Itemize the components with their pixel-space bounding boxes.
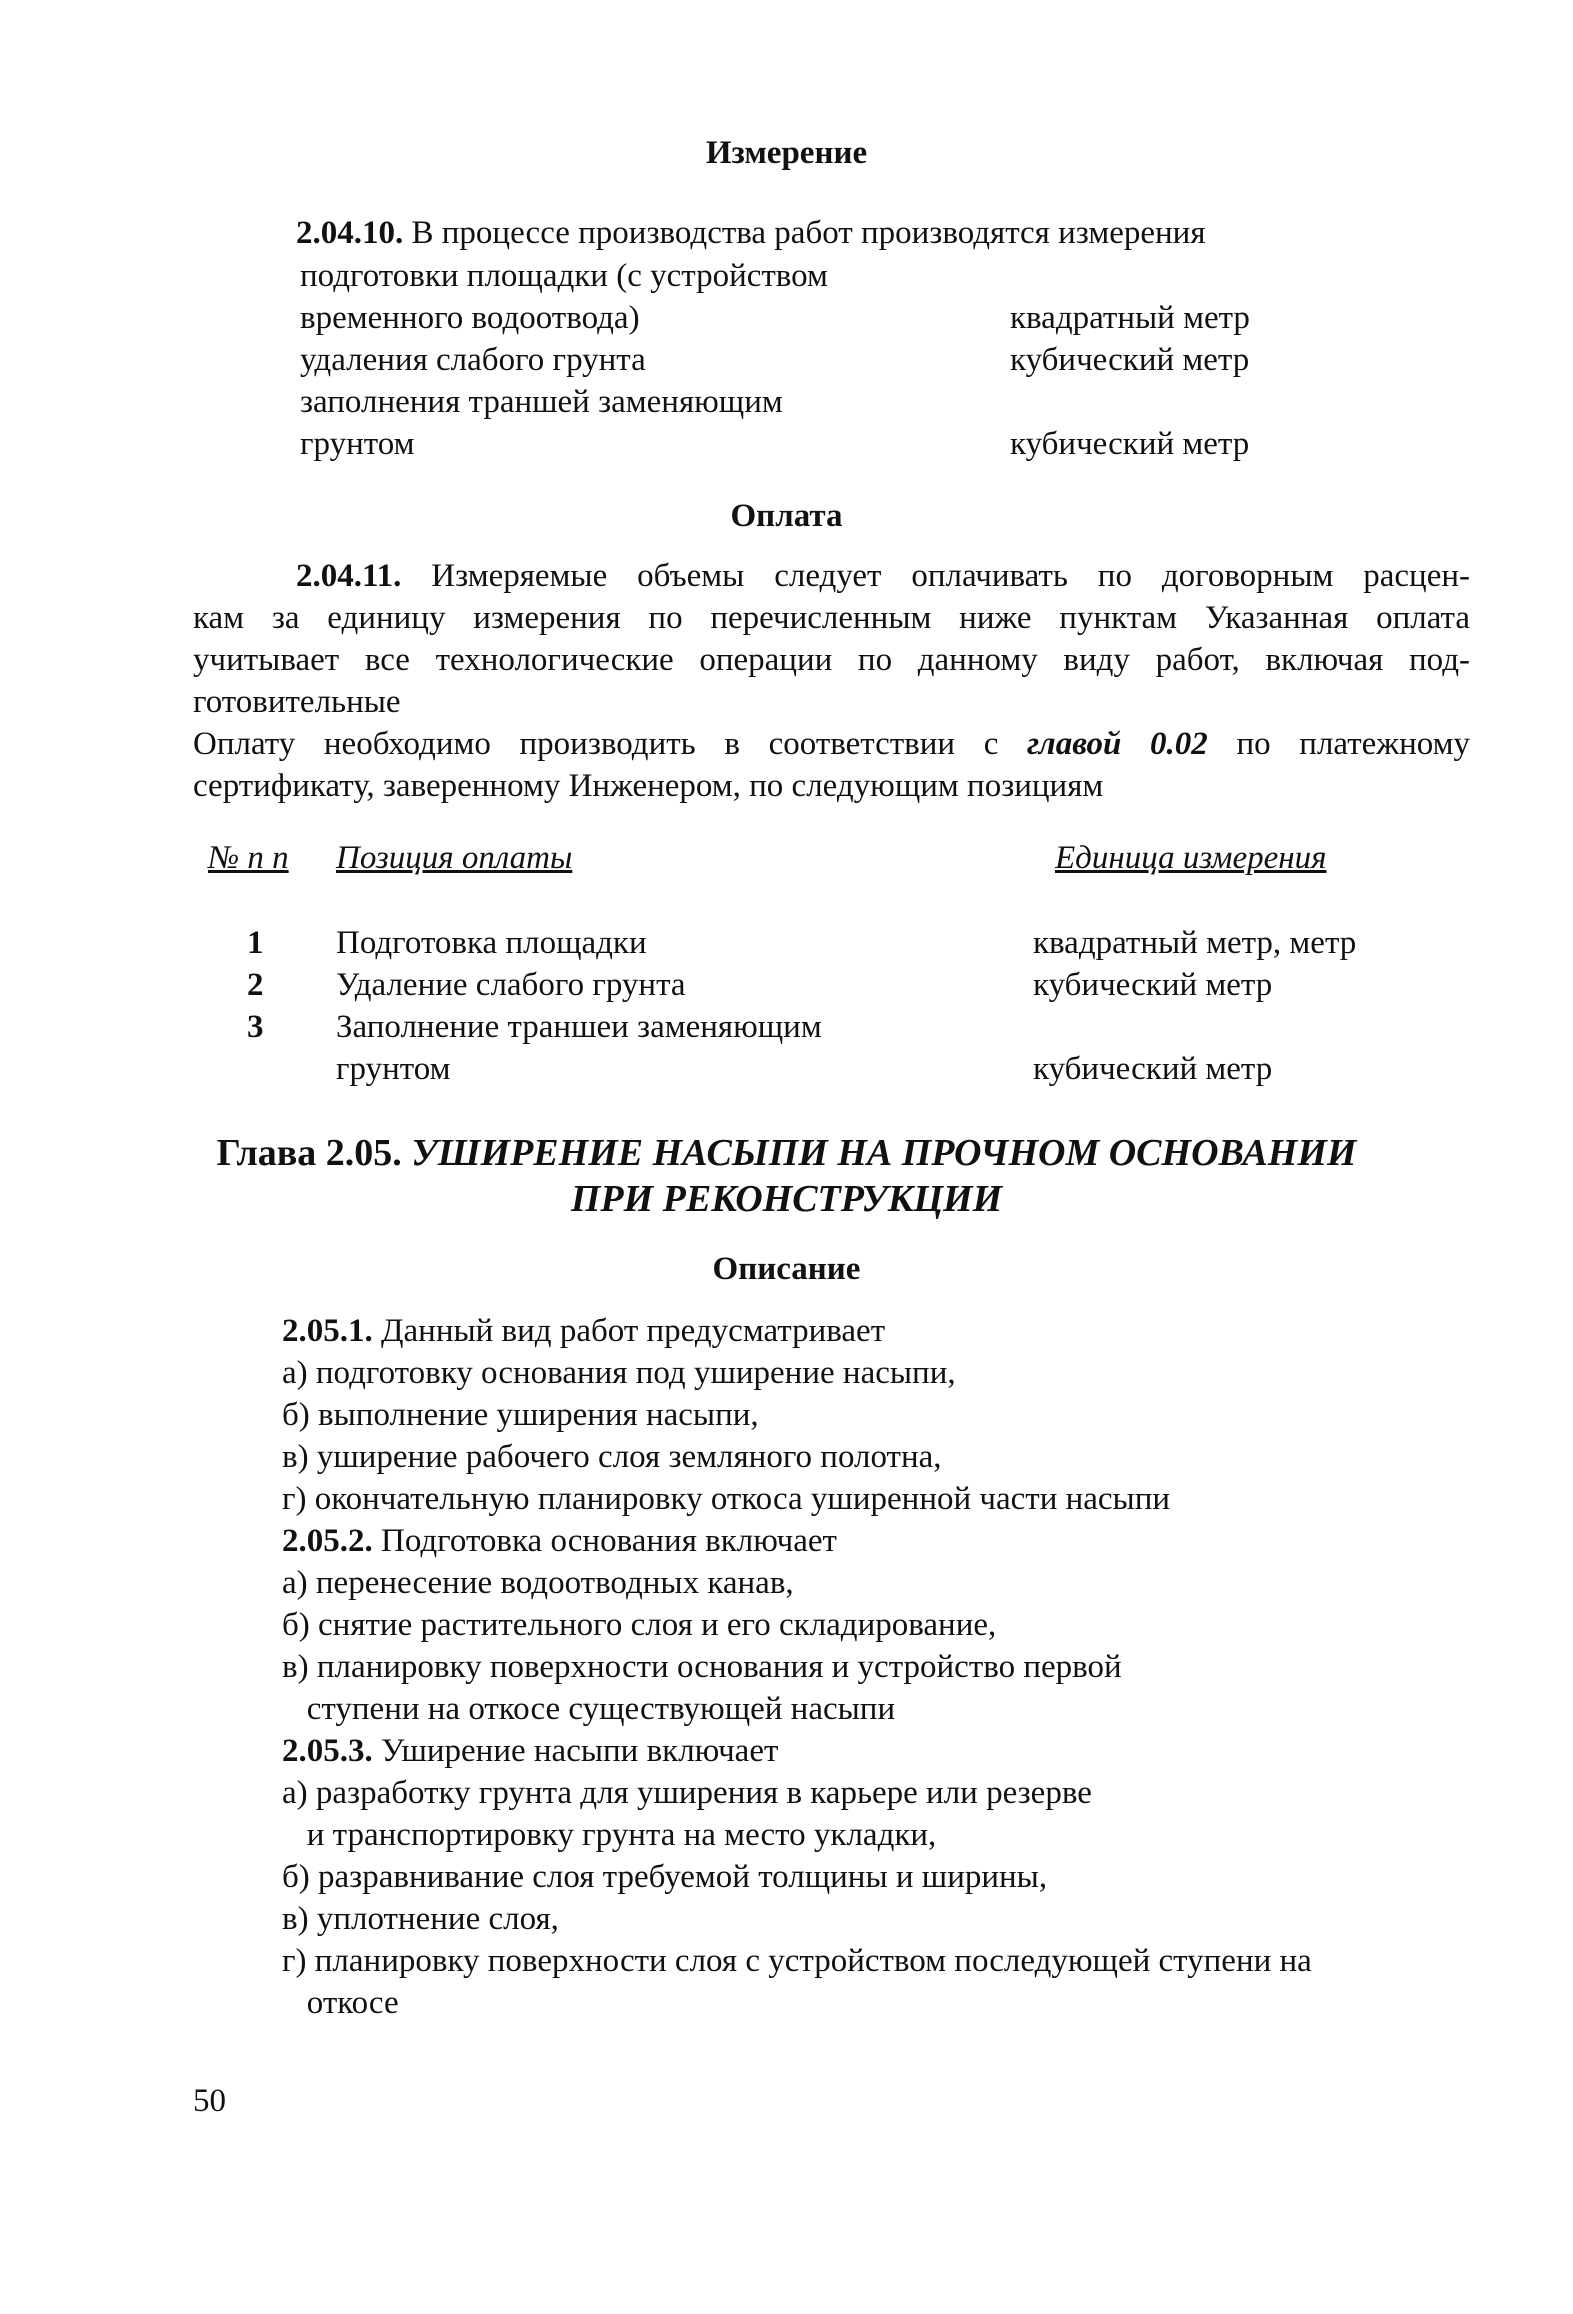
description-line: в) уплотнение слоя,: [282, 1901, 559, 1937]
description-line: в) планировку поверхности основания и устройство первой: [282, 1649, 1122, 1685]
table-cell-number: 1: [247, 925, 264, 961]
chapter-title-line: УШИРЕНИЕ НАСЫПИ НА ПРОЧНОМ ОСНОВАНИИ: [411, 1132, 1357, 1174]
measurement-row-unit: квадратный метр: [1010, 300, 1250, 336]
measurement-row-label: временного водоотвода): [300, 300, 640, 336]
chapter-prefix: Глава 2.05.: [216, 1132, 412, 1174]
payment-line-text: Оплату необходимо производить в соответствии с: [193, 726, 1028, 762]
clause-text: Уширение насыпи включает: [372, 1733, 779, 1769]
payment-line: [296, 555, 1470, 598]
table-cell-position: Заполнение траншеи заменяющим: [336, 1009, 822, 1045]
description-line: [282, 1520, 837, 1563]
table-cell-position: грунтом: [336, 1051, 451, 1087]
clause-number: 2.04.11.: [296, 558, 402, 594]
table-cell-unit: кубический метр: [1033, 967, 1273, 1003]
description-line: и транспортировку грунта на место укладки,: [282, 1817, 937, 1853]
measurement-row-unit: кубический метр: [1010, 342, 1250, 378]
description-line: г) планировку поверхности слоя с устройством последующей ступени на: [282, 1943, 1312, 1979]
payment-line: готовительные: [193, 684, 401, 720]
clause-text: Подготовка основания включает: [372, 1523, 837, 1559]
measurement-row-label: удаления слабого грунта: [300, 342, 646, 378]
table-cell-unit: кубический метр: [1033, 1051, 1273, 1087]
description-line: б) снятие растительного слоя и его складирование,: [282, 1607, 997, 1643]
description-line: [282, 1730, 778, 1773]
description-line: б) выполнение уширения насыпи,: [282, 1397, 759, 1433]
payment-line: сертификату, заверенному Инженером, по следующим позициям: [193, 768, 1104, 804]
measurement-row-label: грунтом: [300, 426, 415, 462]
payment-heading: Оплата: [730, 498, 843, 534]
clause-number: 2.05.3.: [282, 1733, 373, 1769]
table-cell-unit: квадратный метр, метр: [1033, 925, 1357, 961]
measurement-heading: Измерение: [705, 135, 868, 171]
description-line: [282, 1310, 885, 1353]
clause-number: 2.04.10.: [296, 215, 404, 251]
table-cell-number: 2: [247, 967, 264, 1003]
table-header-unit: Единица измерения: [1055, 840, 1327, 876]
description-line: ступени на откосе существующей насыпи: [282, 1691, 896, 1727]
clause-text: Данный вид работ предусматривает: [372, 1313, 886, 1349]
description-line: а) подготовку основания под уширение насыпи,: [282, 1355, 956, 1391]
table-cell-position: Удаление слабого грунта: [336, 967, 686, 1003]
chapter-title-second-line: [0, 1176, 1573, 1222]
table-header-number: № п п: [208, 840, 289, 876]
payment-line: [193, 723, 1470, 766]
chapter-title: [0, 1130, 1573, 1176]
chapter-reference: главой 0.02: [1027, 726, 1208, 762]
description-heading: Описание: [712, 1251, 861, 1287]
clause-text: В процессе производства работ производятся измерения: [403, 215, 1206, 251]
table-cell-position: Подготовка площадки: [336, 925, 647, 961]
payment-line-text: по платежному: [1207, 726, 1470, 762]
clause-number: 2.05.1.: [282, 1313, 373, 1349]
measurement-row-label: заполнения траншей заменяющим: [300, 384, 783, 420]
payment-line: учитывает все технологические операции по данному виду работ, включая под-: [193, 642, 1470, 678]
payment-line: кам за единицу измерения по перечисленным ниже пунктам Указанная оплата: [193, 600, 1470, 636]
description-line: г) окончательную планировку откоса уширенной части насыпи: [282, 1481, 1171, 1517]
measurement-row-label: подготовки площадки (с устройством: [300, 258, 828, 294]
chapter-title-line: ПРИ РЕКОНСТРУКЦИИ: [570, 1178, 1003, 1220]
measurement-intro: [296, 212, 1206, 255]
description-line: б) разравнивание слоя требуемой толщины и ширины,: [282, 1859, 1048, 1895]
description-line: откосе: [282, 1985, 399, 2021]
description-line: а) разработку грунта для уширения в карьере или резерве: [282, 1775, 1092, 1811]
table-header-position: Позиция оплаты: [336, 840, 573, 876]
description-line: в) уширение рабочего слоя земляного полотна,: [282, 1439, 942, 1475]
description-line: а) перенесение водоотводных канав,: [282, 1565, 794, 1601]
clause-number: 2.05.2.: [282, 1523, 373, 1559]
clause-text: Измеряемые объемы следует оплачивать по договорным расцен-: [401, 558, 1470, 594]
measurement-row-unit: кубический метр: [1010, 426, 1250, 462]
page-number: 50: [193, 2083, 226, 2119]
table-cell-number: 3: [247, 1009, 264, 1045]
